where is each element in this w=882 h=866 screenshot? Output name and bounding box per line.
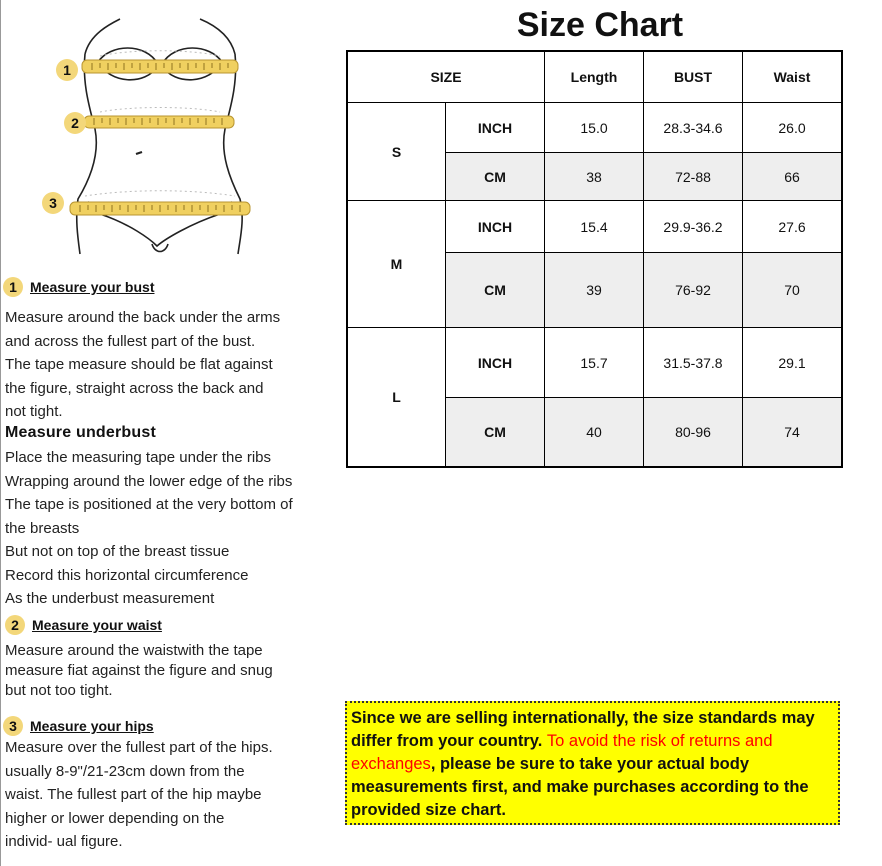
size-table: [346, 50, 843, 468]
table-row: [347, 103, 842, 153]
waist-value: 74: [743, 398, 843, 467]
marker-2: 2: [64, 112, 86, 134]
unit-label: INCH: [446, 328, 545, 398]
hips-instructions: Measure over the fullest part of the hips. usually 8-9"/21-23cm down from the waist. The fullest part of the hip maybe higher or lower depending on the individ- ual figure.: [5, 739, 273, 850]
waist-heading: [5, 615, 162, 635]
length-value: 40: [545, 398, 644, 467]
waist-instructions: Measure around the waistwith the tape measure fiat against the figure and snug but not too tight.: [5, 642, 273, 699]
waist-number-badge: 2: [5, 615, 25, 635]
size-label: S: [347, 103, 446, 201]
hips-heading: [3, 716, 154, 736]
bust-value: 76-92: [644, 253, 743, 328]
table-row: [347, 328, 842, 398]
unit-label: INCH: [446, 103, 545, 153]
marker-3: 3: [42, 192, 64, 214]
bust-value: 72-88: [644, 153, 743, 201]
bust-title: Measure your bust: [30, 279, 155, 295]
body-measurement-illustration: [40, 14, 280, 264]
chart-title: Size Chart: [516, 6, 684, 44]
header-waist: Waist: [743, 51, 843, 103]
waist-value: 70: [743, 253, 843, 328]
bust-number-badge: 1: [3, 277, 23, 297]
table-row: [347, 201, 842, 253]
underbust-title: Measure underbust: [5, 424, 156, 441]
header-bust: BUST: [644, 51, 743, 103]
size-label: L: [347, 328, 446, 467]
bust-instructions: Measure around the back under the arms and across the fullest part of the bust. The tape measure should be flat against the figure, straight across the back and not tight.: [5, 309, 281, 420]
notice-text-1: Since we are selling internationally, the size standards may differ from your country.: [351, 709, 815, 750]
unit-label: CM: [446, 153, 545, 201]
waist-value: 26.0: [743, 103, 843, 153]
length-value: 39: [545, 253, 644, 328]
waist-value: 29.1: [743, 328, 843, 398]
waist-value: 66: [743, 153, 843, 201]
length-value: 15.7: [545, 328, 644, 398]
length-value: 38: [545, 153, 644, 201]
measurement-notice: [345, 701, 840, 825]
bust-value: 31.5-37.8: [644, 328, 743, 398]
notice-text-red: To avoid the risk of returns and exchanges: [351, 732, 773, 773]
hips-title: Measure your hips: [30, 718, 154, 734]
page-left-border: [0, 0, 1, 866]
unit-label: INCH: [446, 201, 545, 253]
bust-heading: [3, 277, 154, 297]
table-header-row: [347, 51, 842, 103]
bust-value: 28.3-34.6: [644, 103, 743, 153]
size-label: M: [347, 201, 446, 328]
bust-value: 29.9-36.2: [644, 201, 743, 253]
body-outline-icon: [40, 14, 280, 264]
notice-text-2: , please be sure to take your actual body measurements first, and make purchases according to the provided size chart.: [351, 755, 809, 819]
marker-1: 1: [56, 59, 78, 81]
waist-title: Measure your waist: [32, 617, 162, 633]
bust-value: 80-96: [644, 398, 743, 467]
unit-label: CM: [446, 253, 545, 328]
length-value: 15.4: [545, 201, 644, 253]
length-value: 15.0: [545, 103, 644, 153]
unit-label: CM: [446, 398, 545, 467]
header-size: SIZE: [347, 51, 545, 103]
hips-number-badge: 3: [3, 716, 23, 736]
header-length: Length: [545, 51, 644, 103]
underbust-instructions: Place the measuring tape under the ribs Wrapping around the lower edge of the ribs The tape is positioned at the very bottom of the breasts But not on top of the breast tissue Record this horizontal circumference As the underbust measurement: [5, 449, 293, 607]
waist-value: 27.6: [743, 201, 843, 253]
